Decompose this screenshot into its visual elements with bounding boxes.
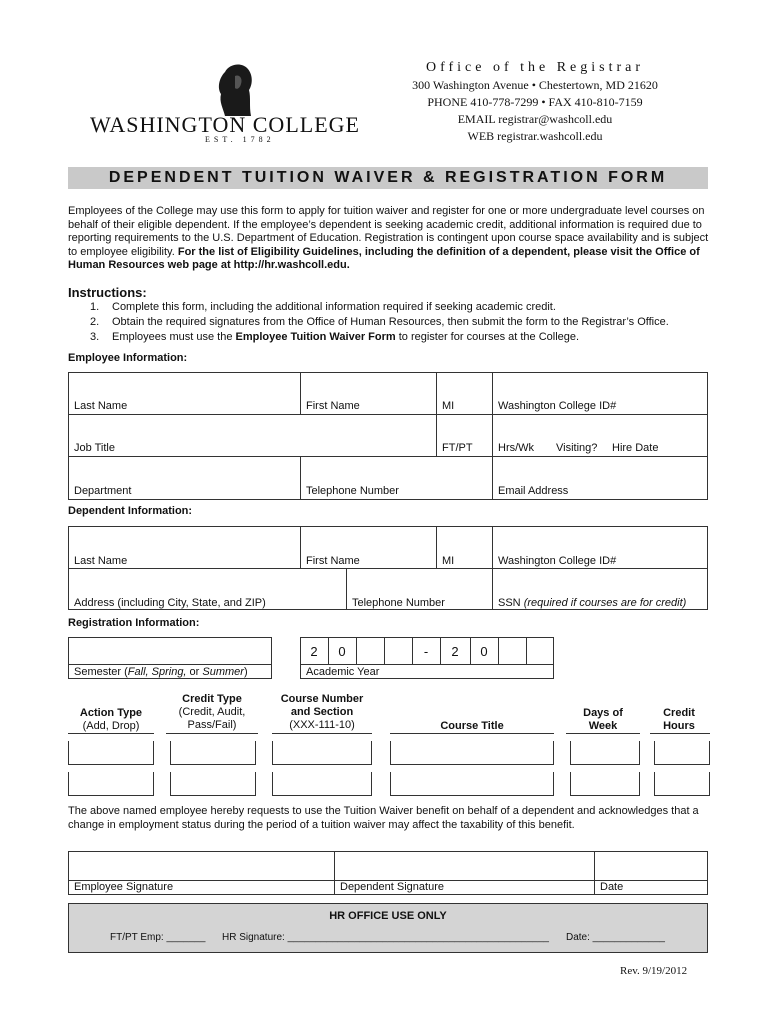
employee-visiting-field[interactable]: Visiting? [556,442,598,454]
dependent-first-name-field[interactable]: First Name [306,555,360,567]
employee-job-title-field[interactable]: Job Title [74,442,115,454]
instruction-text: Employees must use the [112,331,236,343]
revision-date: Rev. 9/19/2012 [620,965,688,977]
year-end-digit: 2 [451,644,459,659]
instructions-list [90,300,710,345]
instruction-number: 1. [90,301,100,313]
intro-eligibility-text: For the list of Eligibility Guidelines, including the definition of a dependent, please visit the Office of Human Resources web page at http://hr.washcoll.edu. [68,245,700,271]
dependent-info-heading: Dependent Information: [68,505,193,517]
instruction-number: 2. [90,316,100,328]
dependent-mi-field[interactable]: MI [442,555,455,567]
employee-mi-field[interactable]: MI [442,400,455,412]
employee-department-field[interactable]: Department [74,485,132,497]
hr-ftpt-emp-field[interactable]: FT/PT Emp: _______ [110,932,206,943]
credit-type-header [166,693,258,732]
credit-type-sub: (Credit, Audit, [178,706,246,718]
instruction-text: Obtain the required signatures from the Office of Human Resources, then submit the form to the Registrar’s Office. [112,316,669,328]
office-email: EMAIL registrar@washcoll.edu [457,112,613,126]
instruction-text: to register for courses at the College. [395,331,580,343]
semester-label-text: ) [243,666,248,678]
instruction-form-name: Employee Tuition Waiver Form [235,331,396,343]
action-type-title: Action Type [79,707,143,719]
course-row-1-action[interactable] [68,741,154,765]
employee-info-table [68,372,708,500]
days-of-week-header [566,707,640,733]
semester-options: Fall, Spring, [127,666,187,678]
employee-info-heading: Employee Information: [68,352,188,364]
washington-silhouette-logo [205,58,263,116]
dependent-telephone-field[interactable]: Telephone Number [352,597,445,609]
office-address: 300 Washington Avenue • Chestertown, MD 21620 [412,78,658,92]
course-row-2-course-number[interactable] [272,772,372,796]
employee-first-name-field[interactable]: First Name [306,400,360,412]
instruction-item [90,300,710,315]
dependent-address-field[interactable]: Address (including City, State, and ZIP) [74,597,266,609]
signature-date-field[interactable]: Date [600,881,624,893]
dependent-last-name-field[interactable]: Last Name [74,555,128,567]
intro-paragraph [68,205,710,273]
course-row-1-hours[interactable] [654,741,710,765]
form-title: DEPENDENT TUITION WAIVER & REGISTRATION FORM [68,167,708,189]
dependent-signature-field[interactable]: Dependent Signature [340,881,444,893]
dependent-ssn-field[interactable] [498,597,686,609]
action-type-sub: (Add, Drop) [82,720,140,732]
hr-office-title: HR OFFICE USE ONLY [329,910,447,922]
course-title-header: Course Title [440,720,504,732]
office-phone: PHONE 410-778-7299 • FAX 410-810-7159 [427,95,643,109]
semester-label [74,666,248,678]
employee-signature-field[interactable]: Employee Signature [74,881,174,893]
employee-hrs-wk-field[interactable]: Hrs/Wk [498,442,535,454]
semester-label-text: or [186,666,203,678]
course-row-1-credit-type[interactable] [170,741,256,765]
dependent-wc-id-field[interactable]: Washington College ID# [498,555,617,567]
established-year: EST. 1782 [205,135,275,144]
credit-type-sub: Pass/Fail) [187,719,237,731]
course-row-1-title[interactable] [390,741,554,765]
course-row-1-days[interactable] [570,741,640,765]
credit-hours-title: Credit [663,707,695,719]
registration-info-heading: Registration Information: [68,617,200,629]
hr-date-field[interactable]: Date: _____________ [566,932,665,943]
instruction-item [90,315,710,330]
employee-telephone-field[interactable]: Telephone Number [306,485,399,497]
college-name: WASHINGTON COLLEGE [90,112,360,137]
hr-signature-field[interactable]: HR Signature: _______________________________________________ [222,932,549,943]
course-row-2-days[interactable] [570,772,640,796]
employee-wc-id-field[interactable]: Washington College ID# [498,400,617,412]
ssn-label: SSN [498,597,521,609]
instruction-number: 3. [90,331,100,343]
course-number-title: Course Number [280,693,364,705]
credit-type-title: Credit Type [182,693,242,705]
acknowledgement-text: The above named employee hereby requests to use the Tuition Waiver benefit on behalf of a dependent and acknowledges that a change in employment status during the period of a tuition waiver may affect the taxability of this benefit. [68,805,699,831]
employee-hire-date-field[interactable]: Hire Date [612,442,659,454]
course-number-header [270,693,374,732]
intro-text: Employees of the College may use this form to apply for tuition waiver and register for one or more undergraduate level courses on behalf of their eligible dependent. If the employee’s dependent is seeking academic credit, additional information is required due to reporting requirements to the U.S. Department of Education. Registration is contingent upon course space availability and is subject to employee eligibility. [68,205,709,258]
employee-email-field[interactable]: Email Address [498,485,569,497]
instruction-item [90,330,710,345]
course-row-2-credit-type[interactable] [170,772,256,796]
ssn-note: (required if courses are for credit) [523,597,687,609]
year-end-digit: 0 [480,644,488,659]
employee-ftpt-field[interactable]: FT/PT [442,442,473,454]
employee-last-name-field[interactable]: Last Name [74,400,128,412]
academic-year-label: Academic Year [306,666,380,678]
year-start-digit: 2 [310,644,318,659]
course-number-sub: (XXX-111-10) [289,719,355,731]
credit-hours-header [648,707,710,733]
course-row-2-hours[interactable] [654,772,710,796]
course-row-2-action[interactable] [68,772,154,796]
year-start-digit: 0 [338,644,346,659]
course-number-title: and Section [290,706,354,718]
instruction-text: Complete this form, including the additional information required if seeking academic credit. [112,301,556,313]
credit-hours-title: Hours [663,720,695,732]
office-title: Office of the Registrar [425,60,645,75]
office-web: WEB registrar.washcoll.edu [467,129,603,143]
instructions-heading: Instructions: [68,285,147,300]
semester-label-text: Semester ( [74,666,128,678]
days-of-week-title: Days of [583,707,623,719]
semester-option-summer: Summer [202,666,244,678]
course-row-2-title[interactable] [390,772,554,796]
course-row-1-course-number[interactable] [272,741,372,765]
days-of-week-title: Week [588,720,618,732]
year-dash: - [423,644,429,659]
action-type-header [68,707,154,733]
